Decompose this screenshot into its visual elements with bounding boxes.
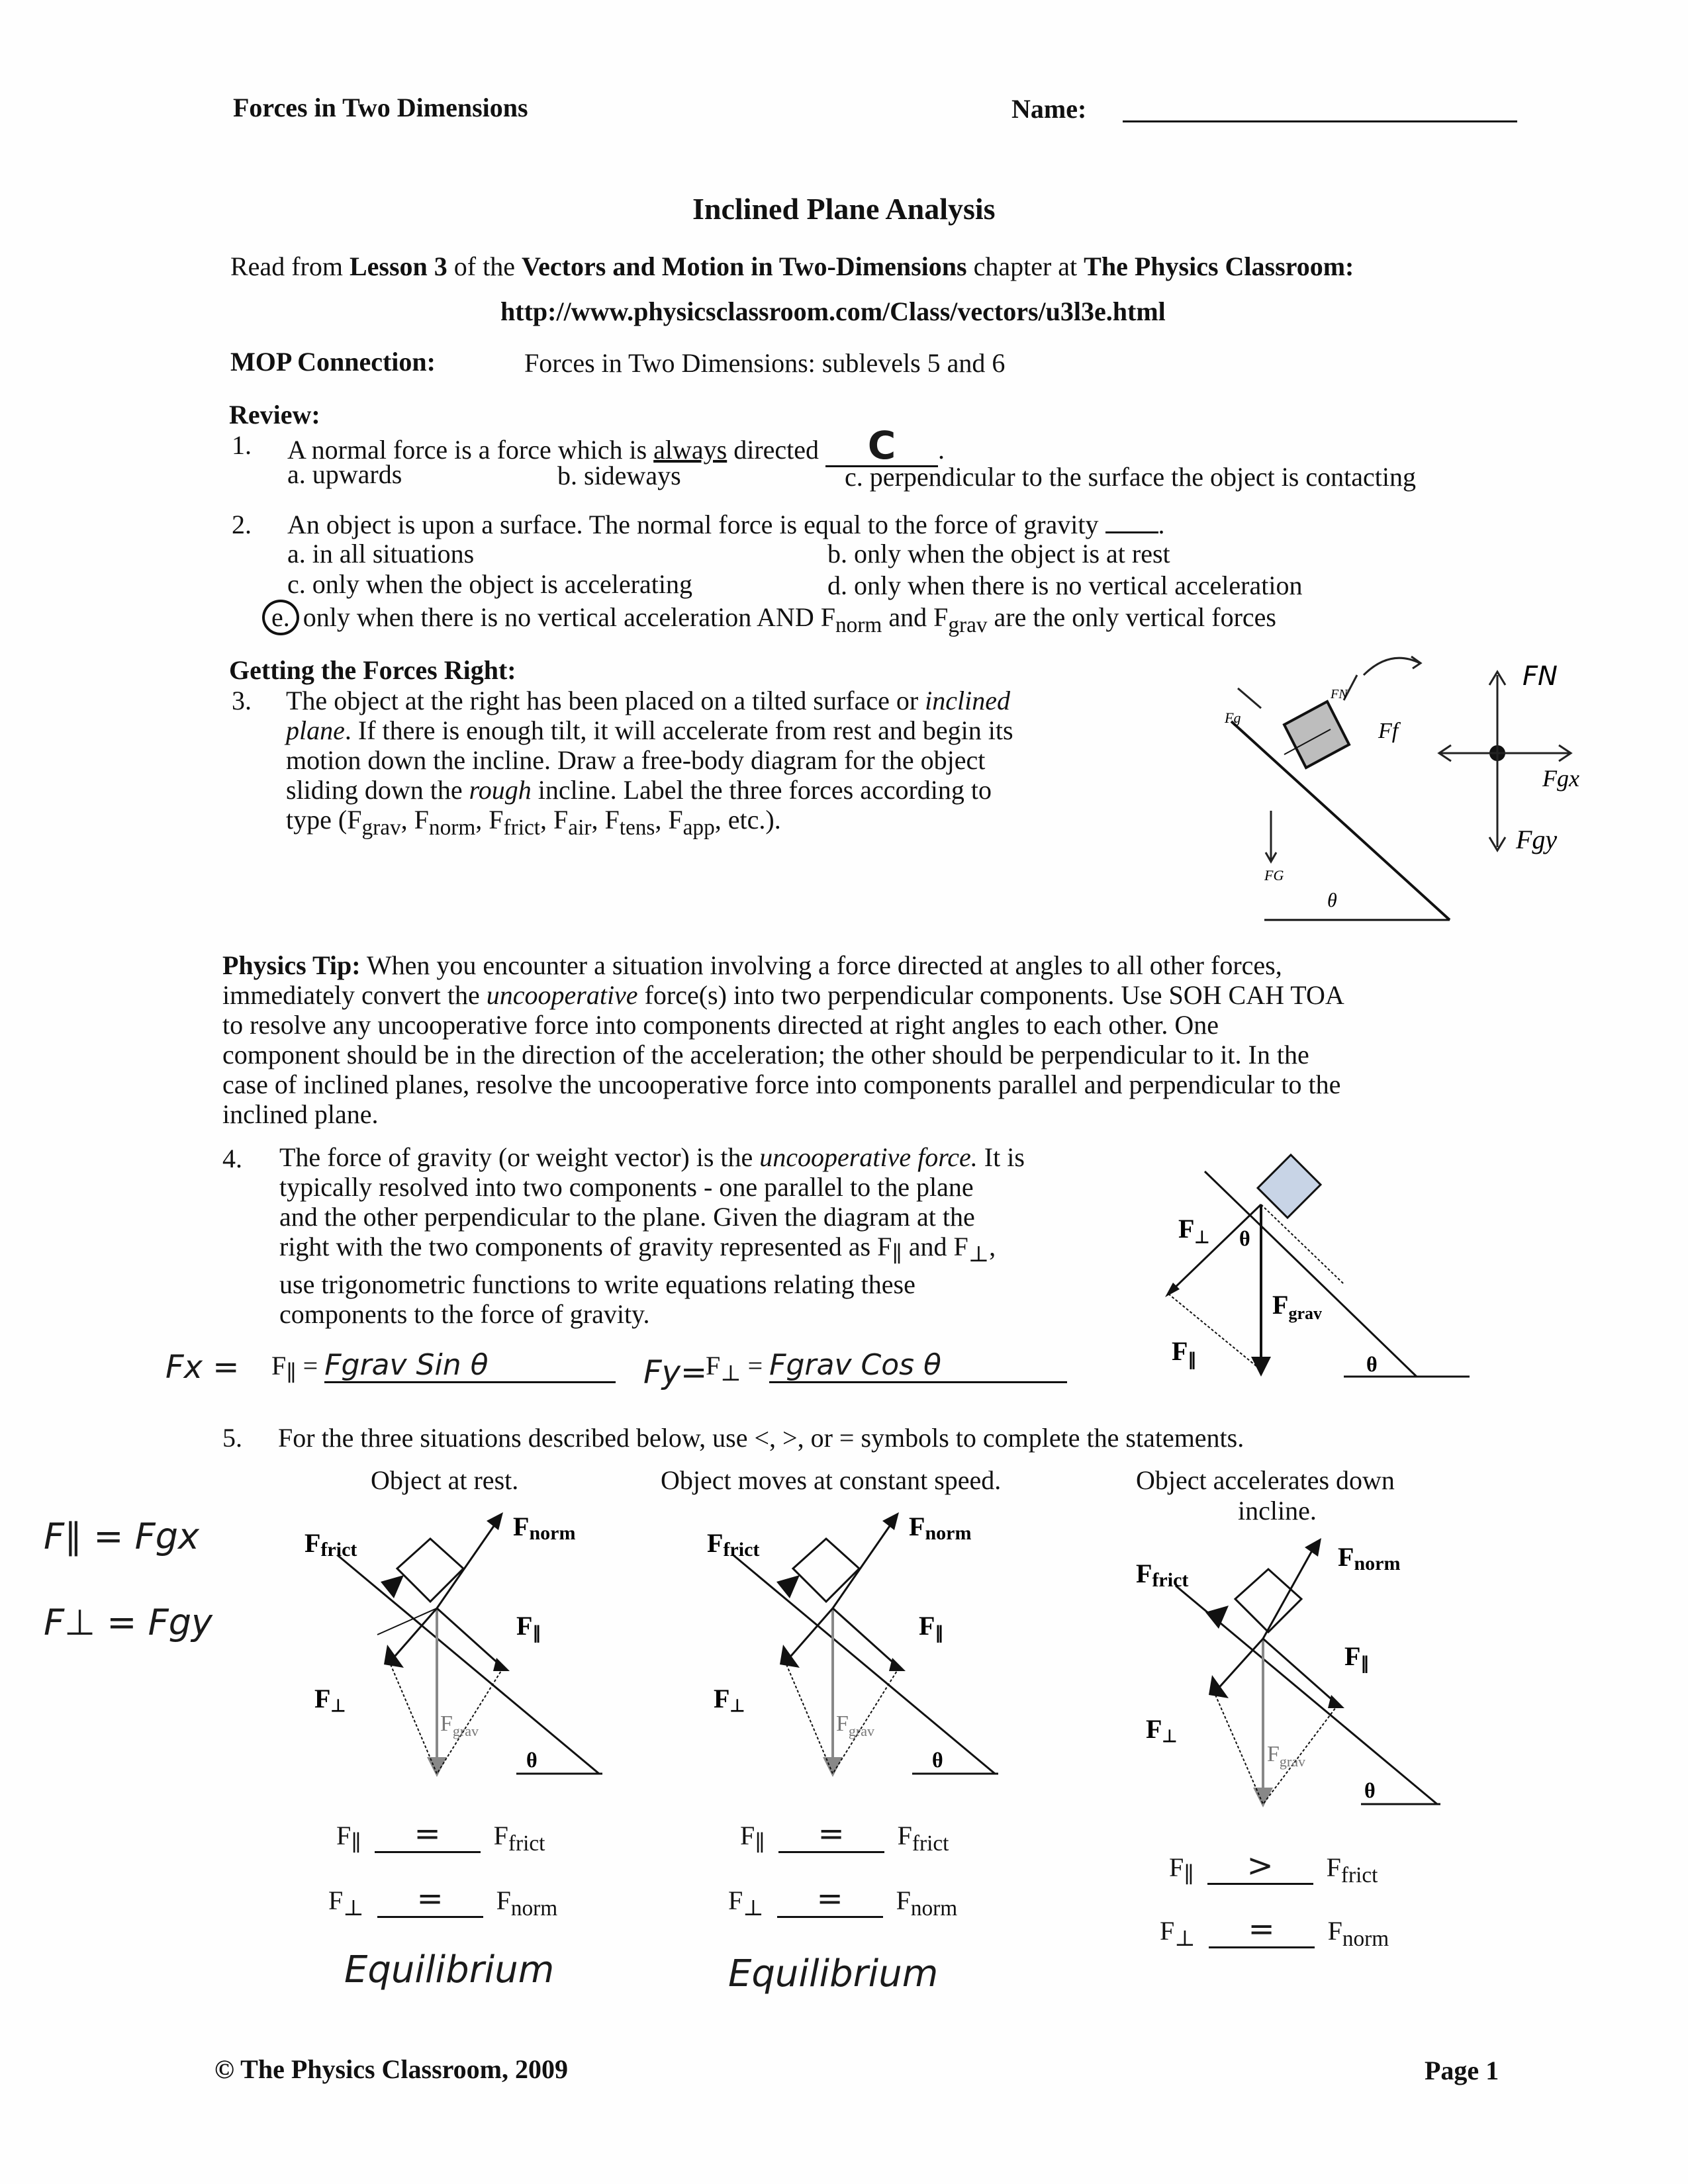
q4-fgrav-label: $F_{grav}$ (1272, 1290, 1322, 1323)
s3-perp-answer[interactable]: = (1248, 1911, 1275, 1948)
s1-note: Equilibrium (344, 1948, 555, 1991)
q4-block (1258, 1155, 1321, 1218)
s1-theta: θ (526, 1748, 538, 1772)
small-fgrav-label: FG (1264, 867, 1284, 884)
q4-par-answer[interactable]: Fgrav Sin θ (324, 1348, 489, 1382)
lesson-url[interactable]: http://www.physicsclassroom.com/Class/vectors/u3l3e.html (500, 296, 1166, 326)
s1-par-row: $F_\parallel = F_{frict}$ (336, 1815, 545, 1856)
s2-note: Equilibrium (728, 1952, 939, 1995)
q4-par-line: $F_\parallel$ = Fgrav Sin θ (271, 1350, 616, 1389)
s3-par-answer[interactable]: > (1246, 1847, 1274, 1884)
s2-perp-answer[interactable]: = (816, 1880, 843, 1917)
q5-number: 5. (222, 1423, 242, 1453)
situation-2-title: Object moves at constant speed. (661, 1465, 1002, 1495)
q3-theta: θ (1327, 889, 1337, 911)
s2-fnorm-label: Fnorm (909, 1512, 972, 1544)
q2-option-c: c. only when the object is accelerating (287, 569, 692, 599)
page-title: Inclined Plane Analysis (692, 192, 996, 226)
s2-fgrav-label: $F_{grav}$ (836, 1711, 875, 1739)
q1-option-b: b. sideways (557, 461, 681, 490)
s3-fgrav-label: $F_{grav}$ (1267, 1742, 1306, 1770)
q3-text: The object at the right has been placed on a tilted surface or inclined plane. If there is enough tilt, it will accelerate from rest and begin its motion down the incline. Draw a free-body diagram for the object sliding down the rough incline. Label the three forces according to type ($F_{grav}$, $F_{norm}$, $F_{frict}$, $F_{air}$, $F_{tens}$, $F_{app}$, etc.). (286, 686, 1013, 840)
getting-heading: Getting the Forces Right: (229, 655, 516, 685)
q4-perp-answer[interactable]: Fgrav Cos θ (769, 1348, 941, 1382)
situation-2-diagram (694, 1502, 1011, 1807)
s2-theta: θ (932, 1748, 943, 1772)
q2-option-a: a. in all situations (287, 539, 475, 569)
s2-fpar-label: F∥ (919, 1611, 944, 1643)
s2-perp-row: $F_\perp = F_{norm}$ (728, 1880, 958, 1921)
q4-number: 4. (222, 1144, 242, 1173)
margin-note-1: F∥ = Fgx (44, 1516, 199, 1557)
q2-option-b: b. only when the object is at rest (827, 539, 1170, 569)
s1-par-answer[interactable]: = (414, 1815, 441, 1852)
course-title: Forces in Two Dimensions (233, 93, 528, 122)
s1-ffrict-label: Ffrict (305, 1528, 357, 1561)
s3-perp-row: $F_\perp = F_{norm}$ (1160, 1911, 1389, 1951)
q1-answer[interactable]: C (867, 423, 896, 468)
q4-perp-line: $F_\perp$ = Fgrav Cos θ (706, 1350, 1067, 1389)
small-fg-label: Fg (1225, 709, 1241, 726)
q4-text: The force of gravity (or weight vector) is the uncooperative force. It is typically resolved into two components - one parallel to the plane and the other perpendicular to the plane. Given the diagram at the right with the two components of gravity represented as $F_\parallel$ and $F_\perp$, use trigonometric functions to write equations relating these components to the force of gravity. (279, 1142, 1025, 1329)
q5-text: For the three situations described below, use <, >, or = symbols to complete the statements. (278, 1423, 1244, 1453)
s3-ffrict-label: Ffrict (1136, 1559, 1189, 1591)
block (1284, 702, 1349, 768)
fbd-fgx-label: Fgx (1542, 765, 1579, 792)
s1-perp-answer[interactable]: = (416, 1880, 444, 1917)
s1-fperp-label: F⊥ (314, 1684, 346, 1715)
review-heading: Review: (229, 400, 320, 430)
situation-3-diagram (1136, 1533, 1454, 1837)
q2-option-d: d. only when there is no vertical acceleration (827, 570, 1303, 600)
small-fn-label: FN (1331, 687, 1348, 702)
name-label: Name: (1011, 94, 1087, 124)
mop-value: Forces in Two Dimensions: sublevels 5 and 6 (524, 348, 1006, 378)
q1-text: A normal force is a force which is always directed C . (287, 423, 945, 468)
q4-theta-top: θ (1239, 1226, 1250, 1250)
s3-fnorm-label: Fnorm (1338, 1542, 1401, 1574)
q4-fperp-label: $F_\perp$ (1178, 1214, 1210, 1247)
q2-text: An object is upon a surface. The normal force is equal to the force of gravity . (287, 510, 1165, 539)
situation-1-diagram (298, 1502, 616, 1807)
q3-diagram (1192, 649, 1615, 933)
curved-arrow (1364, 658, 1420, 675)
situation-3-title-2: incline. (1238, 1496, 1317, 1525)
hw-fx-label: Fx = (165, 1349, 240, 1386)
q4-diagram (1152, 1145, 1483, 1396)
q1-option-a: a. upwards (287, 459, 402, 489)
hw-fy-label: Fy= (643, 1354, 708, 1391)
q2-circled-answer[interactable]: e. (262, 600, 299, 635)
s2-par-answer[interactable]: = (818, 1815, 845, 1852)
q4-incline (1205, 1171, 1417, 1377)
s2-fperp-label: F⊥ (714, 1684, 745, 1715)
fbd-fn-label: FN (1523, 661, 1558, 692)
name-field[interactable] (1123, 120, 1517, 122)
reading-line: Read from Lesson 3 of the Vectors and Motion in Two-Dimensions chapter at The Physics Classroom: (230, 251, 1354, 281)
fn-small-arrow (1238, 688, 1261, 708)
q4-fpar-label: $F_\parallel$ (1172, 1336, 1197, 1369)
margin-note-2: F⊥ = Fgy (44, 1602, 212, 1643)
footer-page: Page 1 (1425, 2056, 1499, 2085)
q4-theta-bottom: θ (1366, 1352, 1378, 1376)
s1-fnorm-label: Fnorm (513, 1512, 576, 1544)
s3-par-row: $F_\parallel > F_{frict}$ (1169, 1847, 1378, 1888)
s1-fgrav-label: $F_{grav}$ (440, 1711, 479, 1739)
mop-label: MOP Connection: (230, 347, 436, 377)
situation-1-title: Object at rest. (371, 1465, 519, 1495)
q1-number: 1. (232, 430, 252, 460)
q1-option-c: c. perpendicular to the surface the object is contacting (845, 462, 1416, 492)
q2-number: 2. (232, 510, 252, 539)
s1-fpar-label: F∥ (516, 1611, 541, 1643)
fbd-ff-label: Ff (1378, 719, 1399, 743)
physics-tip: Physics Tip: When you encounter a situation involving a force directed at angles to all other forces, immediately convert the uncooperative force(s) into two perpendicular components. Use SOH CAH TOA to resolve any uncooperative force into components directed at right angles to each other. One component should be in the direction of the acceleration; the other should be perpendicular to it. In the case of inclined planes, resolve the uncooperative force into components parallel and perpendicular to the inclined plane. (222, 950, 1344, 1129)
s2-par-row: $F_\parallel = F_{frict}$ (740, 1815, 949, 1856)
s3-fperp-label: F⊥ (1146, 1714, 1178, 1746)
footer-copyright: © The Physics Classroom, 2009 (214, 2054, 569, 2084)
q3-number: 3. (232, 686, 252, 715)
fbd-fgy-label: Fgy (1516, 825, 1558, 854)
q2-option-e: e. only when there is no vertical acceleration AND $F_{norm}$ and $F_{grav}$ are the only vertical forces (262, 600, 1276, 641)
s3-theta: θ (1364, 1778, 1376, 1802)
s1-perp-row: $F_\perp = F_{norm}$ (328, 1880, 558, 1921)
situation-3-title: Object accelerates down (1136, 1465, 1395, 1495)
s3-fpar-label: F∥ (1344, 1641, 1370, 1673)
s2-ffrict-label: Ffrict (707, 1528, 760, 1561)
incline-surface (1231, 721, 1450, 920)
